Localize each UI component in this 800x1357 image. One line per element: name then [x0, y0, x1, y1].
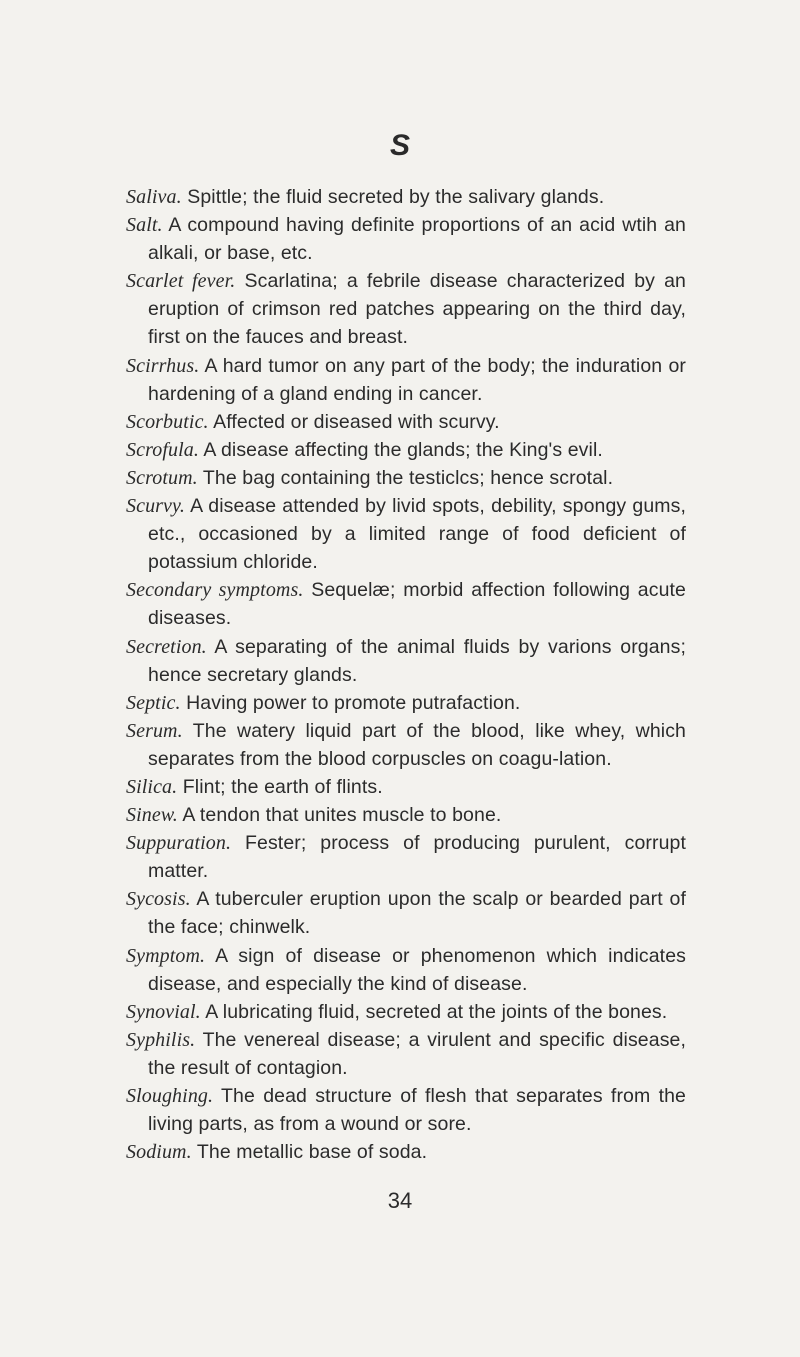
entry-term: Silica.	[126, 775, 178, 798]
entry-definition: Spittle; the fluid secreted by the salivary glands.	[187, 186, 605, 208]
entry-term: Scrotum.	[126, 466, 198, 489]
glossary-entry	[126, 492, 686, 576]
glossary-entries	[126, 183, 686, 1166]
entry-term: Scrofula.	[126, 438, 199, 461]
entry-term: Suppuration.	[126, 832, 232, 855]
entry-term: Serum.	[126, 719, 183, 742]
entry-definition: A disease affecting the glands; the King's evil.	[203, 438, 603, 461]
entry-definition: A compound having definite proportions of an acid wtih an alkali, or base, etc.	[148, 214, 686, 265]
entry-definition: Affected or diseased with scurvy.	[213, 410, 500, 433]
glossary-entry	[126, 211, 686, 267]
entry-definition: Flint; the earth of flints.	[182, 775, 383, 798]
entry-term: Sloughing.	[126, 1085, 214, 1107]
glossary-entry	[126, 267, 686, 351]
entry-definition: A tendon that unites muscle to bone.	[182, 804, 502, 827]
entry-term: Scurvy.	[126, 495, 186, 518]
entry-term: Saliva.	[126, 186, 182, 208]
glossary-entry	[126, 1026, 686, 1082]
entry-term: Salt.	[126, 214, 163, 237]
glossary-entry	[126, 1082, 686, 1138]
glossary-entry	[126, 773, 686, 801]
glossary-entry	[126, 1138, 686, 1166]
page-number: 34	[387, 1188, 413, 1213]
entry-definition: Having power to promote putrafaction.	[186, 691, 521, 714]
glossary-entry	[126, 942, 686, 998]
glossary-entry	[126, 801, 686, 829]
glossary-entry	[126, 352, 686, 408]
entry-definition: The bag containing the testiclcs; hence scrotal.	[202, 466, 614, 489]
entry-term: Septic.	[126, 691, 181, 714]
glossary-entry	[126, 829, 686, 885]
glossary-entry	[126, 576, 686, 632]
entry-term: Scirrhus.	[126, 354, 200, 377]
entry-term: Sinew.	[126, 804, 178, 827]
entry-definition: Sequelæ; morbid affection following acute diseases.	[148, 579, 686, 630]
entry-definition: A sign of disease or phenomenon which indicates disease, and especially the kind of disease.	[148, 944, 686, 995]
glossary-entry	[126, 464, 686, 492]
entry-term: Syphilis.	[126, 1028, 196, 1051]
entry-definition: A tuberculer eruption upon the scalp or bearded part of the face; chinwelk.	[148, 888, 686, 939]
glossary-entry	[126, 408, 686, 436]
entry-term: Sycosis.	[126, 888, 191, 911]
entry-definition: The watery liquid part of the blood, like whey, which separates from the blood corpuscles on coagu-lation.	[148, 719, 686, 770]
entry-definition: A hard tumor on any part of the body; the induration or hardening of a gland ending in cancer.	[148, 354, 686, 405]
entry-term: Sodium.	[126, 1141, 192, 1164]
entry-term: Secretion.	[126, 635, 207, 658]
entry-definition: The metallic base of soda.	[196, 1141, 428, 1164]
glossary-entry	[126, 885, 686, 941]
entry-definition: A lubricating fluid, secreted at the joints of the bones.	[205, 1000, 668, 1023]
glossary-entry	[126, 717, 686, 773]
section-letter: S	[389, 129, 410, 162]
entry-term: Symptom.	[126, 944, 206, 967]
entry-term: Scarlet fever.	[126, 270, 236, 293]
entry-definition: The dead structure of flesh that separates from the living parts, as from a wound or sore.	[148, 1085, 686, 1136]
entry-definition: A disease attended by livid spots, debility, spongy gums, etc., occasioned by a limited range of food deficient of potassium chloride.	[148, 495, 686, 574]
glossary-entry	[126, 689, 686, 717]
glossary-entry	[126, 183, 686, 211]
glossary-entry	[126, 998, 686, 1026]
entry-definition: Fester; process of producing purulent, corrupt matter.	[148, 832, 686, 883]
glossary-entry	[126, 436, 686, 464]
entry-term: Scorbutic.	[126, 410, 209, 433]
entry-definition: Scarlatina; a febrile disease characterized by an eruption of crimson red patches appearing on the third day, first on the fauces and breast.	[148, 270, 687, 349]
entry-term: Synovial.	[126, 1000, 201, 1023]
glossary-entry	[126, 633, 686, 689]
entry-term: Secondary symptoms.	[126, 579, 304, 602]
entry-definition: The venereal disease; a virulent and specific disease, the result of contagion.	[148, 1028, 687, 1079]
entry-definition: A separating of the animal fluids by varions organs; hence secretary glands.	[148, 635, 686, 686]
